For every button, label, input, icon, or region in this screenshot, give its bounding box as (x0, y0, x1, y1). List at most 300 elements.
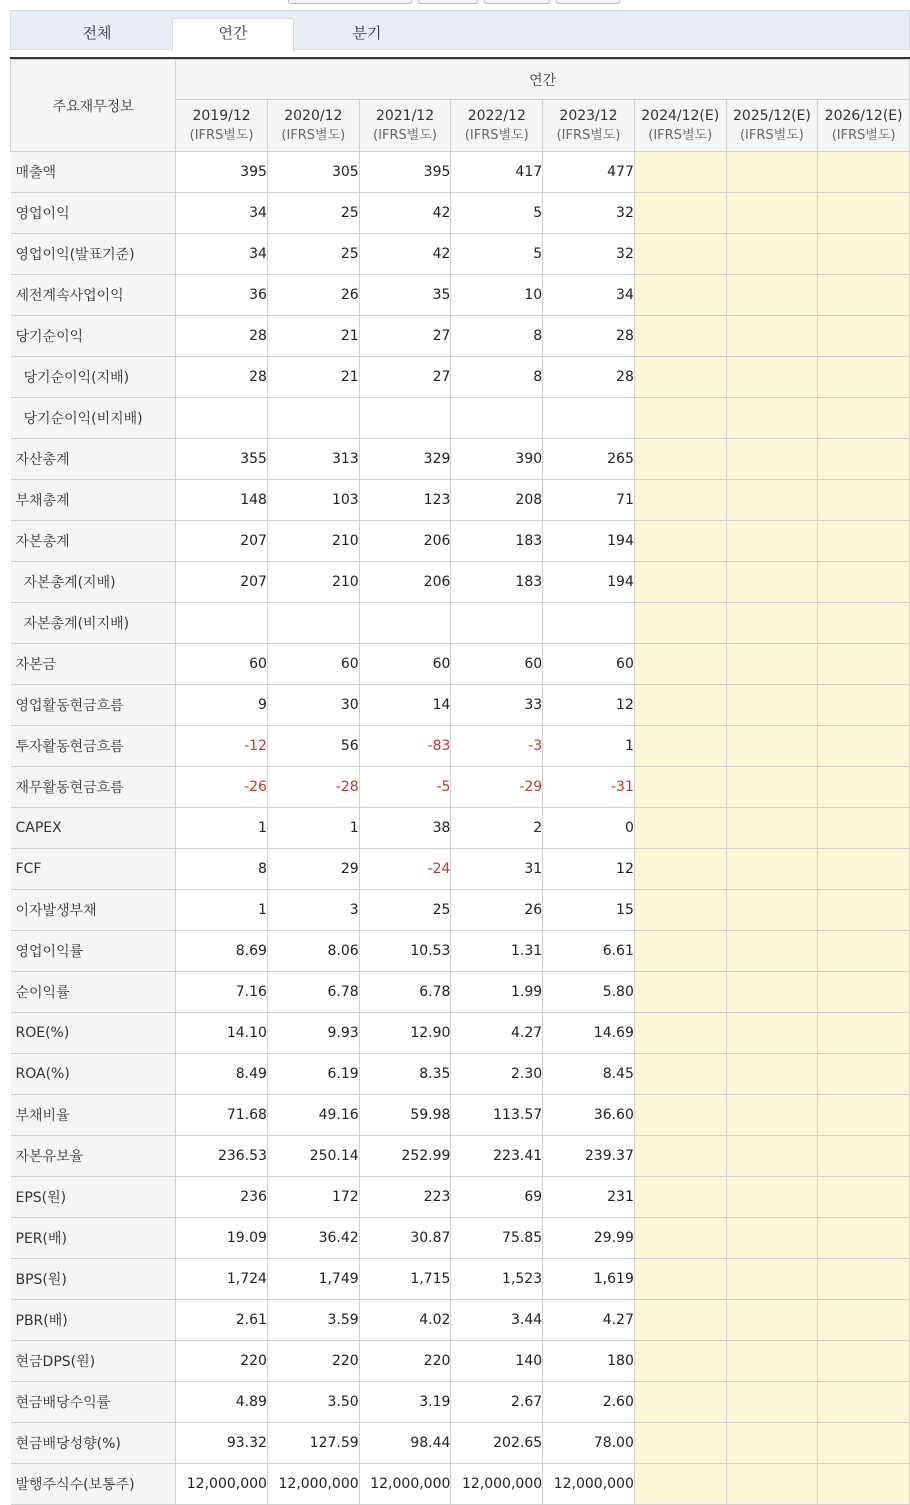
table-cell (726, 603, 818, 644)
period-label: 2022/12 (467, 107, 526, 124)
table-cell: 26 (451, 890, 543, 931)
table-cell (726, 357, 818, 398)
table-cell (267, 398, 359, 439)
row-label: 영업활동현금흐름 (11, 685, 176, 726)
table-cell: 3.44 (451, 1300, 543, 1341)
table-cell: 1,749 (267, 1259, 359, 1300)
period-label: 2025/12(E) (732, 107, 811, 124)
column-header-period (176, 100, 268, 152)
row-label: EPS(원) (11, 1177, 176, 1218)
table-cell: 25 (359, 890, 451, 931)
table-row (11, 1013, 910, 1054)
table-cell: 194 (543, 562, 635, 603)
table-cell: 210 (267, 562, 359, 603)
table-cell: 172 (267, 1177, 359, 1218)
table-row (11, 685, 910, 726)
table-cell: -83 (359, 726, 451, 767)
table-row (11, 357, 910, 398)
table-cell: 14.10 (176, 1013, 268, 1054)
table-cell: 21 (267, 316, 359, 357)
table-cell: 417 (451, 152, 543, 193)
table-cell (818, 1054, 910, 1095)
table-cell: 38 (359, 808, 451, 849)
table-cell: 8.69 (176, 931, 268, 972)
row-label: CAPEX (11, 808, 176, 849)
row-label: 부채총계 (11, 480, 176, 521)
table-cell: 183 (451, 562, 543, 603)
table-cell (726, 1095, 818, 1136)
table-cell (634, 685, 726, 726)
column-header-period (726, 100, 818, 152)
table-cell: 28 (176, 316, 268, 357)
table-cell (634, 439, 726, 480)
table-cell (818, 1095, 910, 1136)
table-cell: 2.67 (451, 1382, 543, 1423)
table-cell: -29 (451, 767, 543, 808)
table-cell: 4.27 (451, 1013, 543, 1054)
table-cell (359, 603, 451, 644)
table-cell (634, 726, 726, 767)
table-cell: 223.41 (451, 1136, 543, 1177)
table-row (11, 275, 910, 316)
table-cell (818, 1136, 910, 1177)
table-cell: 239.37 (543, 1136, 635, 1177)
table-cell (726, 1382, 818, 1423)
table-cell (818, 1300, 910, 1341)
column-header-period (451, 100, 543, 152)
table-cell: 210 (267, 521, 359, 562)
table-cell: 103 (267, 480, 359, 521)
table-cell (634, 1136, 726, 1177)
table-cell: 6.61 (543, 931, 635, 972)
table-cell: 4.89 (176, 1382, 268, 1423)
row-label: PBR(배) (11, 1300, 176, 1341)
table-cell (726, 1136, 818, 1177)
table-cell (451, 603, 543, 644)
row-label: 자본총계(지배) (11, 562, 176, 603)
table-cell: 60 (451, 644, 543, 685)
table-cell: 12,000,000 (176, 1464, 268, 1505)
row-label: 현금배당성향(%) (11, 1423, 176, 1464)
table-cell: 1,619 (543, 1259, 635, 1300)
table-cell (818, 234, 910, 275)
table-cell: 12.90 (359, 1013, 451, 1054)
table-cell: 1 (176, 808, 268, 849)
row-label: 발행주식수(보통주) (11, 1464, 176, 1505)
table-cell (726, 152, 818, 193)
table-cell: 2.61 (176, 1300, 268, 1341)
table-cell (634, 193, 726, 234)
table-cell (634, 1300, 726, 1341)
table-row (11, 726, 910, 767)
row-label: 부채비율 (11, 1095, 176, 1136)
table-row (11, 1382, 910, 1423)
table-cell (726, 1259, 818, 1300)
table-row (11, 1341, 910, 1382)
table-cell: 49.16 (267, 1095, 359, 1136)
period-label: 2023/12 (559, 107, 618, 124)
table-cell (726, 808, 818, 849)
table-cell (818, 849, 910, 890)
table-cell: 28 (543, 316, 635, 357)
table-cell (818, 398, 910, 439)
table-cell: 1 (543, 726, 635, 767)
table-cell: 355 (176, 439, 268, 480)
table-cell (634, 849, 726, 890)
accounting-basis-label: (IFRS별도) (373, 127, 437, 143)
table-cell (726, 275, 818, 316)
table-cell: 8.45 (543, 1054, 635, 1095)
table-cell: 180 (543, 1341, 635, 1382)
accounting-basis-label: (IFRS별도) (189, 127, 254, 143)
table-cell: 25 (267, 234, 359, 275)
period-label: 2020/12 (284, 107, 343, 124)
table-cell (818, 521, 910, 562)
accounting-basis-label: (IFRS별도) (281, 127, 346, 143)
table-cell: 34 (543, 275, 635, 316)
row-label: 자산총계 (11, 439, 176, 480)
table-cell: 2.30 (451, 1054, 543, 1095)
table-cell: 202.65 (451, 1423, 543, 1464)
table-cell: 27 (359, 357, 451, 398)
accounting-basis-label: (IFRS별도) (556, 127, 621, 143)
table-cell (726, 767, 818, 808)
table-cell (726, 685, 818, 726)
table-cell: 30.87 (359, 1218, 451, 1259)
period-tab-bar (10, 10, 910, 50)
table-cell: 15 (543, 890, 635, 931)
row-label: 당기순이익 (11, 316, 176, 357)
table-cell (818, 644, 910, 685)
tab-all[interactable]: 전체 (82, 24, 112, 42)
table-cell (818, 685, 910, 726)
table-cell (818, 1218, 910, 1259)
table-cell (818, 808, 910, 849)
row-label: 순이익률 (11, 972, 176, 1013)
corner-header: 주요재무정보 (11, 60, 176, 152)
table-cell: 98.44 (359, 1423, 451, 1464)
table-cell (634, 480, 726, 521)
table-cell: 12,000,000 (359, 1464, 451, 1505)
table-cell: 42 (359, 193, 451, 234)
row-label: ROA(%) (11, 1054, 176, 1095)
row-label: 현금배당수익률 (11, 1382, 176, 1423)
table-cell: 123 (359, 480, 451, 521)
table-cell: 19.09 (176, 1218, 268, 1259)
row-label: 투자활동현금흐름 (11, 726, 176, 767)
accounting-basis-label: (IFRS별도) (648, 127, 713, 143)
table-cell: 1 (176, 890, 268, 931)
tab-annual[interactable]: 연간 (172, 18, 294, 52)
table-row (11, 972, 910, 1013)
tab-quarterly[interactable]: 분기 (352, 24, 382, 42)
row-label: 이자발생부채 (11, 890, 176, 931)
annual-group-header: 연간 (176, 60, 910, 100)
table-cell: 35 (359, 275, 451, 316)
table-row (11, 562, 910, 603)
table-cell (176, 603, 268, 644)
table-cell: 5 (451, 234, 543, 275)
row-label: 영업이익률 (11, 931, 176, 972)
table-cell: 27 (359, 316, 451, 357)
table-cell: 4.27 (543, 1300, 635, 1341)
table-row (11, 1464, 910, 1505)
table-cell (818, 439, 910, 480)
table-cell: 69 (451, 1177, 543, 1218)
table-cell (726, 1464, 818, 1505)
table-cell (726, 316, 818, 357)
table-cell: 236.53 (176, 1136, 268, 1177)
table-cell: 3.50 (267, 1382, 359, 1423)
financial-summary-table (10, 59, 910, 1505)
table-cell: 148 (176, 480, 268, 521)
table-row (11, 644, 910, 685)
table-cell: -31 (543, 767, 635, 808)
table-cell: 32 (543, 234, 635, 275)
table-cell: 5.80 (543, 972, 635, 1013)
table-cell (634, 890, 726, 931)
table-cell: 31 (451, 849, 543, 890)
table-cell: 0 (543, 808, 635, 849)
table-cell: -26 (176, 767, 268, 808)
table-cell: 1.99 (451, 972, 543, 1013)
table-cell (634, 1259, 726, 1300)
table-cell (634, 1341, 726, 1382)
table-cell: 32 (543, 193, 635, 234)
table-cell: 34 (176, 234, 268, 275)
accounting-basis-label: (IFRS별도) (831, 127, 896, 143)
table-cell: 236 (176, 1177, 268, 1218)
table-cell (726, 234, 818, 275)
table-row (11, 808, 910, 849)
table-cell (451, 398, 543, 439)
table-cell (634, 644, 726, 685)
table-cell (634, 562, 726, 603)
table-cell (267, 603, 359, 644)
table-cell: 231 (543, 1177, 635, 1218)
table-row (11, 1300, 910, 1341)
table-cell: 3 (267, 890, 359, 931)
table-cell (726, 1013, 818, 1054)
table-cell: 10.53 (359, 931, 451, 972)
table-cell (726, 562, 818, 603)
table-cell (818, 1259, 910, 1300)
table-cell: 78.00 (543, 1423, 635, 1464)
table-cell: 60 (267, 644, 359, 685)
row-label: PER(배) (11, 1218, 176, 1259)
table-cell: -24 (359, 849, 451, 890)
table-cell: 206 (359, 521, 451, 562)
table-cell (726, 480, 818, 521)
table-cell: 42 (359, 234, 451, 275)
table-cell: 3.59 (267, 1300, 359, 1341)
table-cell: 93.32 (176, 1423, 268, 1464)
table-cell (543, 398, 635, 439)
table-cell: 207 (176, 521, 268, 562)
table-cell: 250.14 (267, 1136, 359, 1177)
table-row (11, 1095, 910, 1136)
table-cell: 36.42 (267, 1218, 359, 1259)
table-cell (543, 603, 635, 644)
table-cell (726, 1341, 818, 1382)
period-label: 2026/12(E) (824, 107, 903, 124)
table-row (11, 603, 910, 644)
table-cell (726, 931, 818, 972)
table-cell (634, 1054, 726, 1095)
table-cell: 220 (176, 1341, 268, 1382)
table-cell: -28 (267, 767, 359, 808)
table-cell: 10 (451, 275, 543, 316)
table-cell (726, 890, 818, 931)
row-label: 영업이익 (11, 193, 176, 234)
table-row (11, 439, 910, 480)
table-cell (818, 890, 910, 931)
table-cell: 329 (359, 439, 451, 480)
table-cell: 207 (176, 562, 268, 603)
table-cell: 9.93 (267, 1013, 359, 1054)
table-cell: 29.99 (543, 1218, 635, 1259)
table-cell (726, 972, 818, 1013)
table-cell: 265 (543, 439, 635, 480)
row-label: 세전계속사업이익 (11, 275, 176, 316)
table-cell (634, 275, 726, 316)
table-cell (726, 1054, 818, 1095)
table-cell (818, 931, 910, 972)
table-cell (726, 644, 818, 685)
toolbar-button[interactable] (418, 0, 478, 4)
row-label: 영업이익(발표기준) (11, 234, 176, 275)
table-cell (818, 275, 910, 316)
table-cell (634, 398, 726, 439)
table-row (11, 152, 910, 193)
table-cell (818, 1423, 910, 1464)
table-cell: 14 (359, 685, 451, 726)
table-cell (818, 1341, 910, 1382)
table-cell: 12 (543, 849, 635, 890)
row-label: BPS(원) (11, 1259, 176, 1300)
table-cell (726, 439, 818, 480)
table-row (11, 931, 910, 972)
period-label: 2019/12 (192, 107, 251, 124)
table-cell: 28 (176, 357, 268, 398)
table-cell: 6.78 (359, 972, 451, 1013)
table-cell (634, 152, 726, 193)
table-cell: 220 (359, 1341, 451, 1382)
table-row (11, 1177, 910, 1218)
table-cell (634, 1177, 726, 1218)
table-cell (726, 849, 818, 890)
table-cell: 1 (267, 808, 359, 849)
table-row (11, 234, 910, 275)
accounting-basis-label: (IFRS별도) (464, 127, 529, 143)
table-cell: 30 (267, 685, 359, 726)
table-cell: 12 (543, 685, 635, 726)
table-row (11, 1136, 910, 1177)
table-cell: 12,000,000 (543, 1464, 635, 1505)
table-cell: 71 (543, 480, 635, 521)
row-label: 자본유보율 (11, 1136, 176, 1177)
table-cell (634, 234, 726, 275)
table-cell: 25 (267, 193, 359, 234)
table-cell (634, 808, 726, 849)
table-cell: 29 (267, 849, 359, 890)
table-cell: -12 (176, 726, 268, 767)
column-header-period (634, 100, 726, 152)
table-cell (818, 1464, 910, 1505)
table-cell (818, 972, 910, 1013)
table-cell (726, 726, 818, 767)
table-cell (818, 193, 910, 234)
row-label: 매출액 (11, 152, 176, 193)
table-row (11, 1054, 910, 1095)
table-cell (818, 357, 910, 398)
table-cell (818, 152, 910, 193)
table-cell: 395 (359, 152, 451, 193)
table-cell: 3.19 (359, 1382, 451, 1423)
row-label: 당기순이익(지배) (11, 357, 176, 398)
table-cell: 28 (543, 357, 635, 398)
table-cell: 127.59 (267, 1423, 359, 1464)
table-cell: 1,715 (359, 1259, 451, 1300)
table-cell: 208 (451, 480, 543, 521)
table-cell: 9 (176, 685, 268, 726)
table-cell (726, 193, 818, 234)
column-header-period (543, 100, 635, 152)
table-cell: 2 (451, 808, 543, 849)
row-label: 자본총계 (11, 521, 176, 562)
table-row (11, 1423, 910, 1464)
table-cell (634, 521, 726, 562)
table-cell: 223 (359, 1177, 451, 1218)
period-label: 2021/12 (375, 107, 435, 124)
table-cell (634, 357, 726, 398)
table-cell (818, 562, 910, 603)
column-header-period (818, 100, 910, 152)
toolbar-button[interactable] (484, 0, 550, 4)
row-label: ROE(%) (11, 1013, 176, 1054)
table-cell: 113.57 (451, 1095, 543, 1136)
table-cell: 60 (359, 644, 451, 685)
table-cell (634, 1382, 726, 1423)
table-cell (818, 726, 910, 767)
table-row (11, 521, 910, 562)
table-cell: 5 (451, 193, 543, 234)
table-cell: 12,000,000 (267, 1464, 359, 1505)
table-cell (726, 521, 818, 562)
table-cell: 36.60 (543, 1095, 635, 1136)
row-label: FCF (11, 849, 176, 890)
table-cell (634, 316, 726, 357)
table-cell: 8.06 (267, 931, 359, 972)
period-label: 2024/12(E) (641, 107, 720, 124)
table-cell: 395 (176, 152, 268, 193)
table-cell (818, 1382, 910, 1423)
toolbar-button[interactable] (556, 0, 620, 4)
table-cell (634, 1218, 726, 1259)
table-cell: 313 (267, 439, 359, 480)
toolbar-button[interactable] (288, 0, 412, 4)
table-cell: -5 (359, 767, 451, 808)
table-cell (634, 1464, 726, 1505)
table-cell: 390 (451, 439, 543, 480)
table-cell: 1.31 (451, 931, 543, 972)
row-label: 재무활동현금흐름 (11, 767, 176, 808)
table-cell (818, 316, 910, 357)
table-cell: 59.98 (359, 1095, 451, 1136)
table-cell: 8 (451, 316, 543, 357)
table-cell (726, 1177, 818, 1218)
table-cell: 206 (359, 562, 451, 603)
